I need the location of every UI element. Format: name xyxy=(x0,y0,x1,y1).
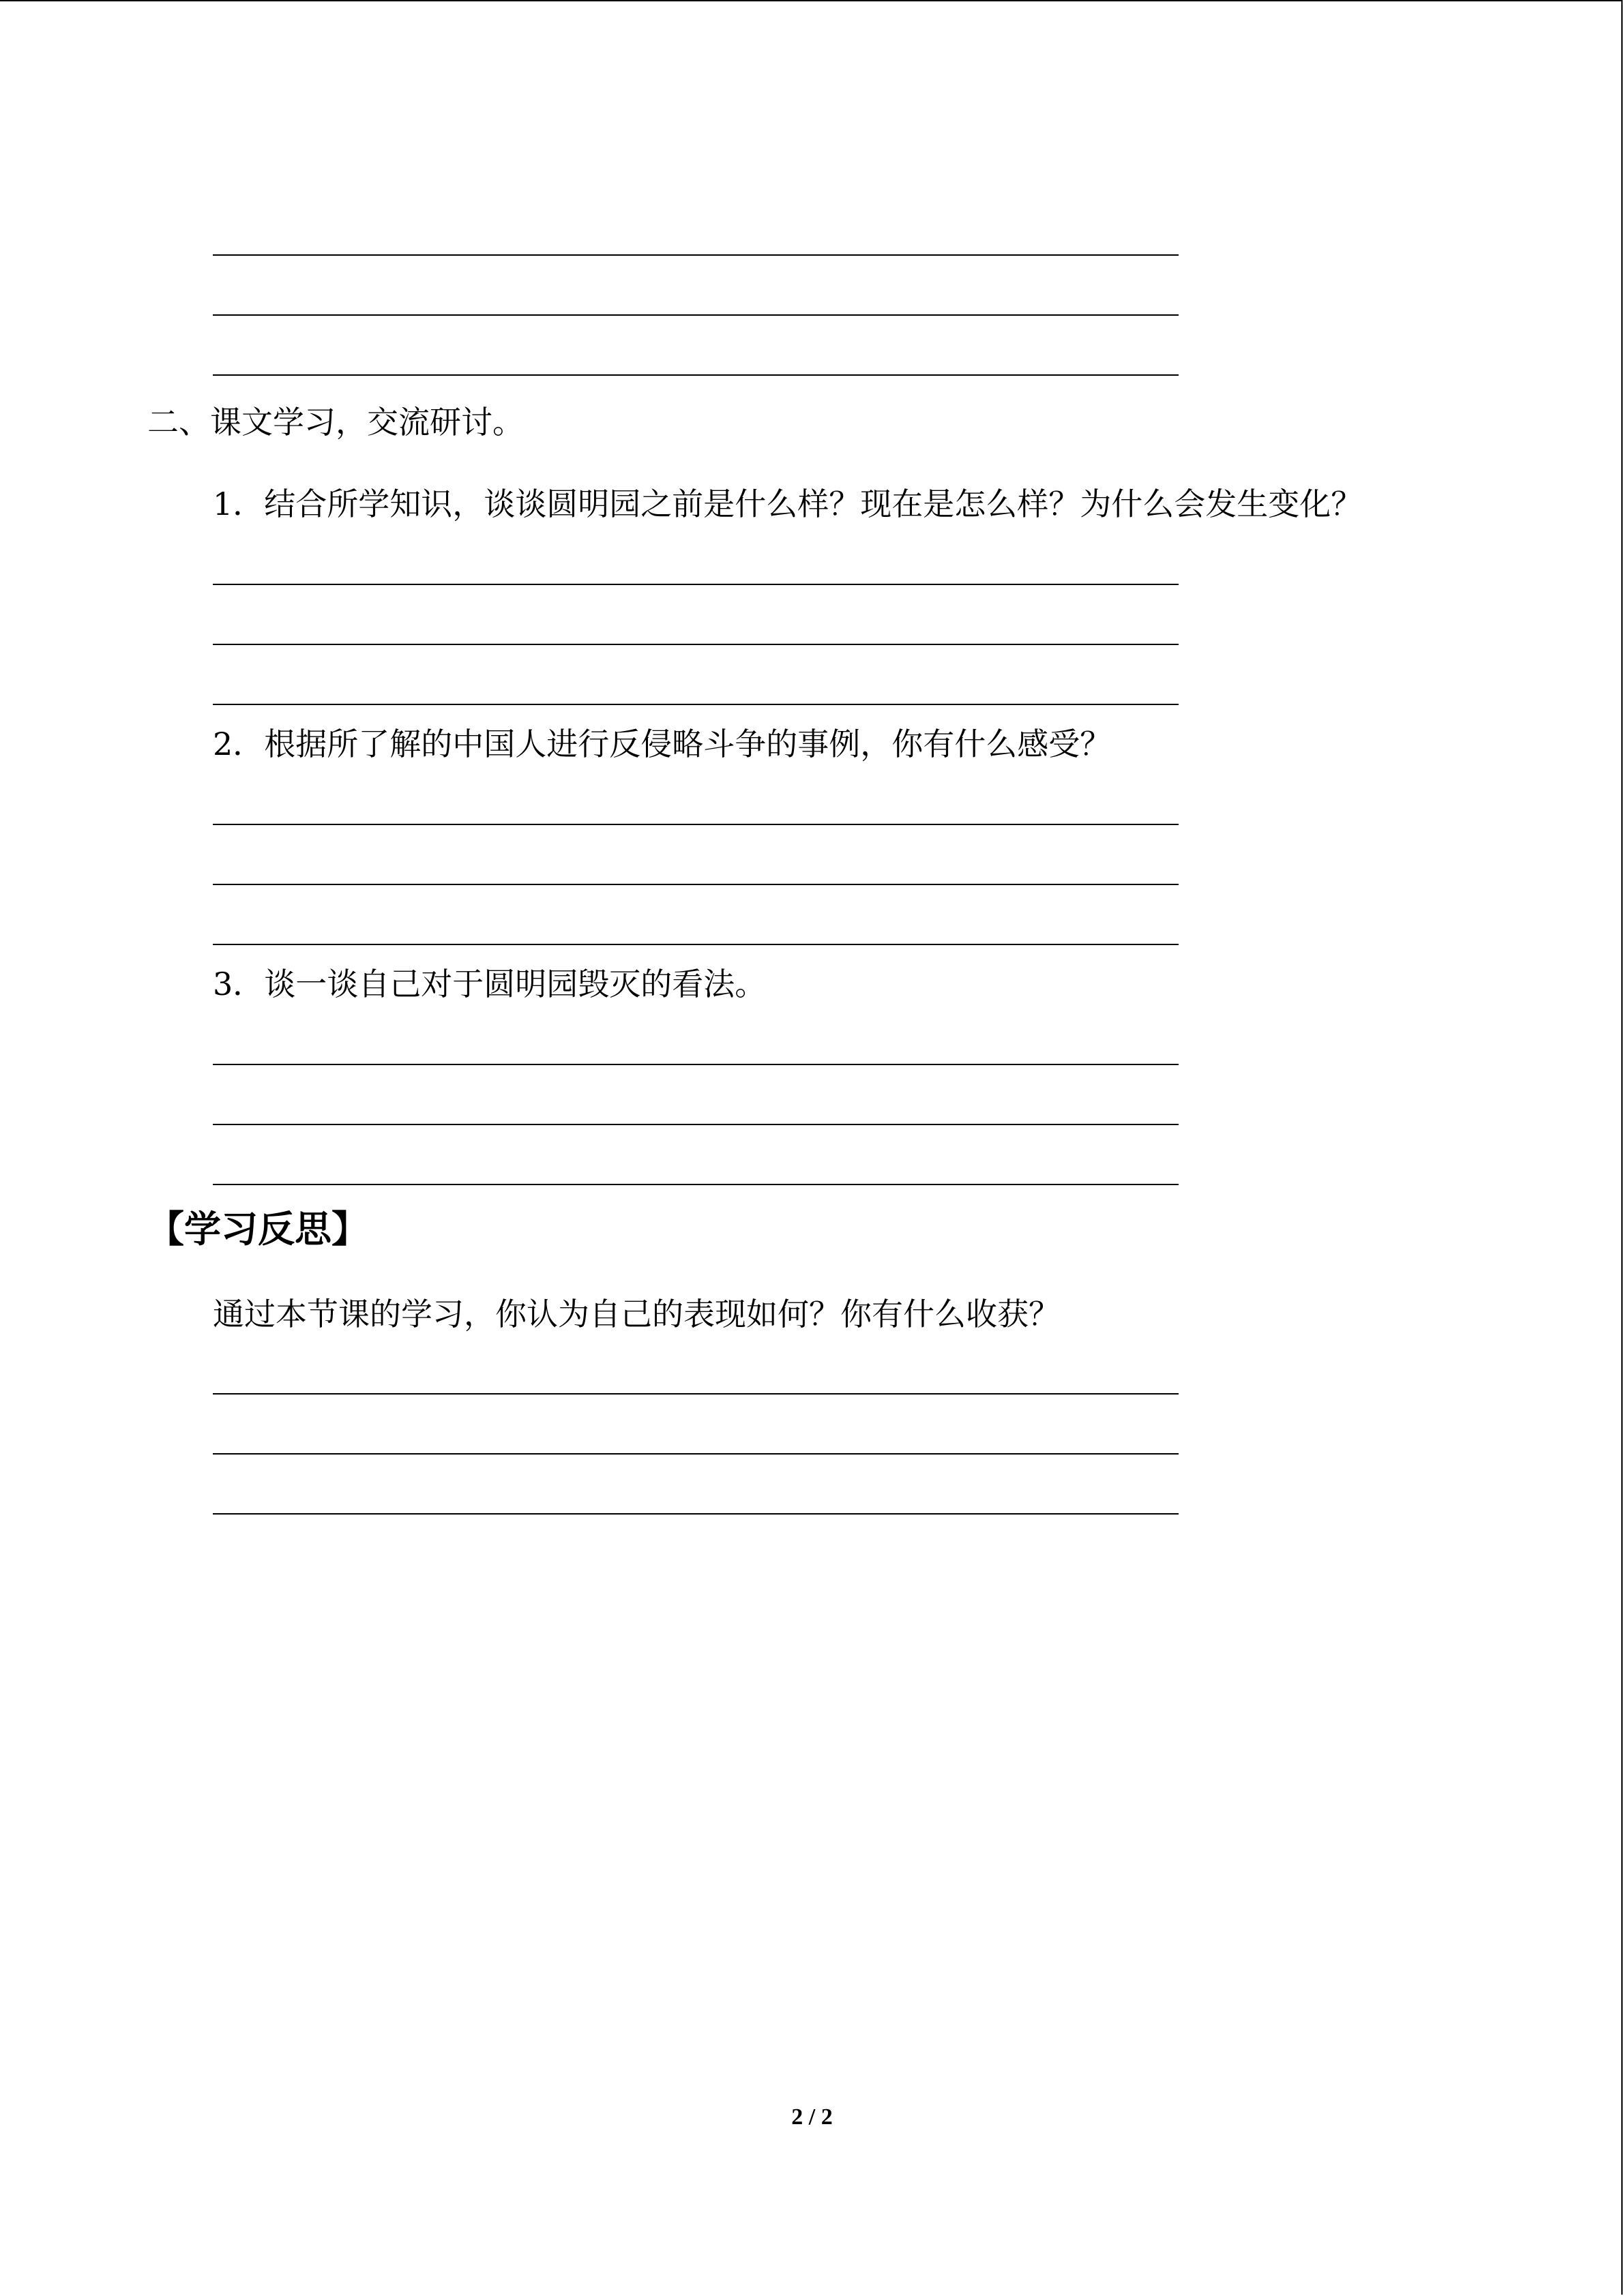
page-number: 2 / 2 xyxy=(791,2104,833,2130)
answer-line xyxy=(213,824,1179,825)
question-2: 2．根据所了解的中国人进行反侵略斗争的事例，你有什么感受？ xyxy=(213,726,1112,762)
answer-line xyxy=(213,1393,1179,1395)
reflection-heading: 【学习反思】 xyxy=(147,1208,368,1251)
question-1: 1．结合所学知识，谈谈圆明园之前是什么样？现在是怎么样？为什么会发生变化？ xyxy=(213,486,1363,522)
answer-line xyxy=(213,1513,1179,1515)
answer-line xyxy=(213,1124,1179,1125)
answer-line xyxy=(213,1184,1179,1185)
answer-line xyxy=(213,884,1179,885)
answer-line xyxy=(213,704,1179,705)
answer-line xyxy=(213,944,1179,945)
answer-line xyxy=(213,1064,1179,1065)
answer-line xyxy=(213,1453,1179,1455)
reflection-prompt: 通过本节课的学习，你认为自己的表现如何？你有什么收获？ xyxy=(213,1296,1060,1332)
answer-line xyxy=(213,254,1179,256)
question-3: 3．谈一谈自己对于圆明园毁灭的看法。 xyxy=(213,966,767,1002)
answer-line xyxy=(213,584,1179,585)
section-heading: 二、课文学习，交流研讨。 xyxy=(147,404,524,441)
answer-line xyxy=(213,644,1179,645)
answer-line xyxy=(213,374,1179,376)
answer-line xyxy=(213,314,1179,316)
